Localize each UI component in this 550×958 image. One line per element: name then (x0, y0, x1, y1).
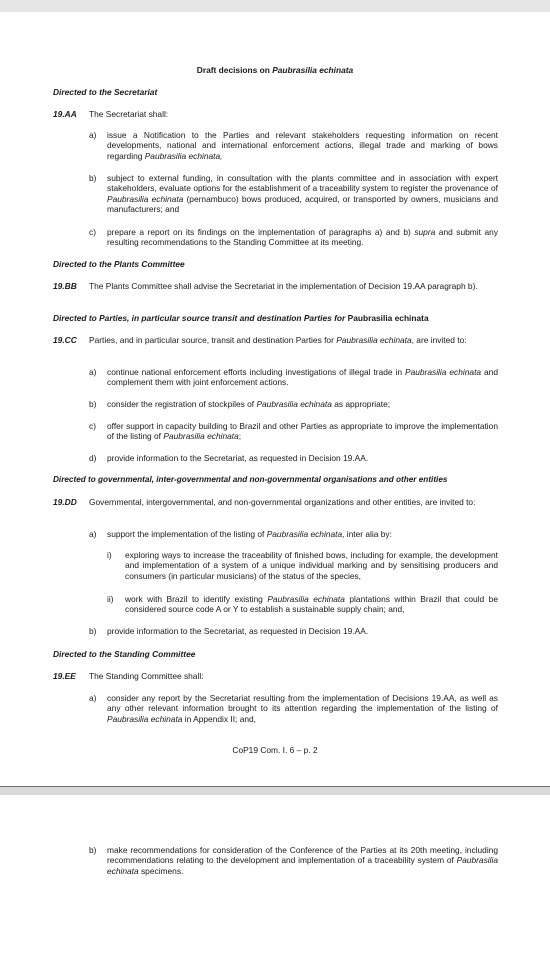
heading-governmental: Directed to governmental, inter-governmental and non-governmental organisations and other entities (53, 475, 448, 484)
item-19aa-b: subject to external funding, in consultation with the plants committee and in association with expert stakeholders, evaluate options for the establishment of a traceability system to register the provenance of Paubrasilia echinata (pernambuco) bows produced, acquired, or transported by owners, musicians and manufacturers; and (107, 173, 498, 215)
decision-19cc-intro: Parties, and in particular source, transit and destination Parties for Paubrasilia echinata, are invited to: (89, 335, 467, 345)
item-19dd-a-i: exploring ways to increase the traceability of finished bows, including for example, the development and implementation of a system of a unique individual marking and by sensitising producers and consumers (in particular musicians) of the status of the species, (125, 550, 498, 581)
document-page-1 (0, 12, 550, 786)
item-marker: a) (89, 529, 97, 539)
item-19aa-c: prepare a report on its findings on the implementation of paragraphs a) and b) supra and submit any resulting recommendations to the Standing Committee at its meeting. (107, 227, 499, 248)
heading-standing-committee: Directed to the Standing Committee (53, 649, 196, 659)
item-marker: c) (89, 421, 96, 431)
item-marker: a) (89, 130, 97, 140)
item-19cc-c: offer support in capacity building to Brazil and other Parties as appropriate to improve the implementation of the listing of Paubrasilia echinata; (107, 421, 498, 442)
subitem-marker: i) (107, 550, 112, 560)
decision-19bb-text: The Plants Committee shall advise the Secretariat in the implementation of Decision 19.AA paragraph b). (89, 281, 478, 291)
decision-number-19bb: 19.BB (53, 281, 77, 291)
item-marker: b) (89, 173, 97, 183)
heading-parties: Directed to Parties, in particular source transit and destination Parties for Paubrasilia echinata (53, 313, 429, 323)
item-19cc-b: consider the registration of stockpiles of Paubrasilia echinata as appropriate; (107, 399, 391, 409)
decision-19aa-intro: The Secretariat shall: (89, 109, 169, 119)
item-19aa-a: issue a Notification to the Parties and relevant stakeholders requesting information on recent developments, national and international enforcement actions, illegal trade and marking of bows regarding Paubrasilia echinata, (107, 130, 498, 161)
item-marker: a) (89, 693, 97, 703)
page-footer: CoP19 Com. I. 6 – p. 2 (232, 745, 318, 755)
subitem-marker: ii) (107, 594, 114, 604)
heading-secretariat: Directed to the Secretariat (53, 87, 158, 97)
item-marker: b) (89, 399, 97, 409)
item-19ee-a: consider any report by the Secretariat resulting from the implementation of Decisions 19.AA, as well as any other relevant information brought to its attention regarding the implementation of the listing of Paubrasilia echinata in Appendix II; and, (107, 693, 498, 724)
decision-19dd-intro: Governmental, intergovernmental, and non-governmental organizations and other entities, are invited to: (89, 497, 476, 507)
item-marker: a) (89, 367, 97, 377)
item-19ee-b: make recommendations for consideration of the Conference of the Parties at its 20th meeting, including recommendations relating to the development and implementation of a traceability system of Paubrasilia echinata specimens. (107, 845, 498, 876)
decision-number-19cc: 19.CC (53, 335, 77, 345)
item-19cc-a: continue national enforcement efforts including investigations of illegal trade in Paubrasilia echinata and complement them with joint enforcement actions. (107, 367, 498, 388)
heading-plants-committee: Directed to the Plants Committee (53, 259, 185, 269)
item-19cc-d: provide information to the Secretariat, as requested in Decision 19.AA. (107, 453, 369, 463)
item-19dd-b: provide information to the Secretariat, as requested in Decision 19.AA. (107, 626, 369, 636)
decision-19ee-intro: The Standing Committee shall: (89, 671, 204, 681)
item-19dd-a: support the implementation of the listing of Paubrasilia echinata, inter alia by: (107, 529, 392, 539)
decision-number-19dd: 19.DD (53, 497, 77, 507)
item-marker: b) (89, 626, 97, 636)
document-page-2 (0, 795, 550, 958)
item-marker: d) (89, 453, 97, 463)
item-marker: b) (89, 845, 97, 855)
document-title: Draft decisions on Paubrasilia echinata (196, 65, 354, 75)
item-marker: c) (89, 227, 96, 237)
item-19dd-a-ii: work with Brazil to identify existing Paubrasilia echinata plantations within Brazil that could be considered source code A or Y to establish a sustainable supply chain; and, (125, 594, 498, 615)
decision-number-19aa: 19.AA (53, 109, 77, 119)
decision-number-19ee: 19.EE (53, 671, 76, 681)
